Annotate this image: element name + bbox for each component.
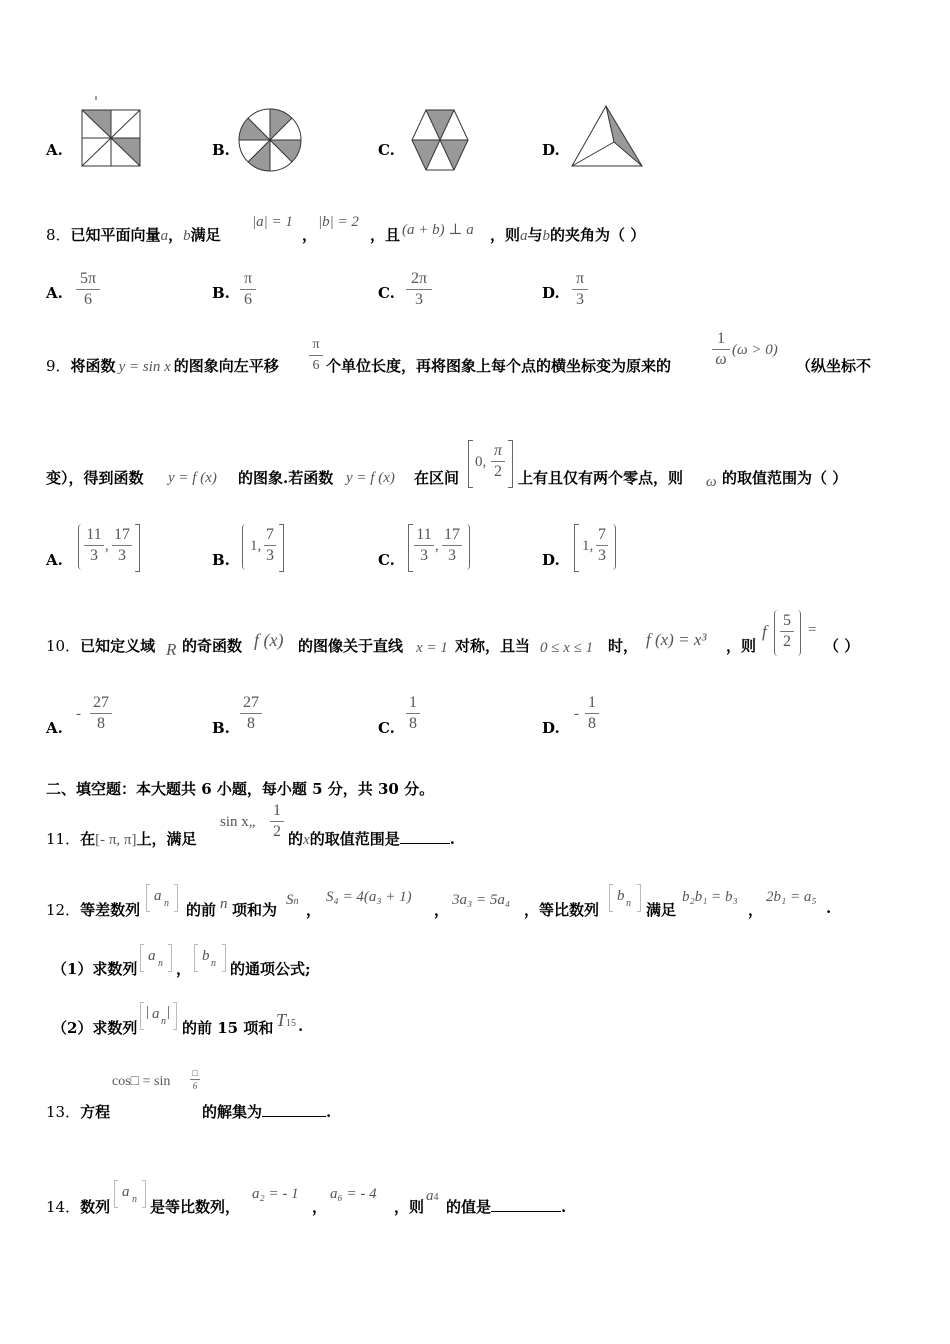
- q9-option-c-label: C.: [378, 551, 395, 569]
- q9-omega: ω: [706, 474, 717, 490]
- q10-option-d-value: 1 8: [585, 694, 599, 733]
- q12-stem-a: [46, 899, 140, 920]
- q8-option-a-label: A.: [46, 284, 63, 302]
- q12-part2-label: （2）求数列: [52, 1019, 138, 1037]
- q8-cond2: |b| = 2: [318, 214, 359, 230]
- q12-part1-bn: b n: [194, 944, 228, 974]
- q12-eq2: 3a₃ = 5a₄: [452, 892, 511, 908]
- q11-expr: sin x„: [220, 814, 256, 830]
- q8-option-b-value: π 6: [240, 270, 256, 309]
- q9-shift-frac: π 6: [309, 336, 323, 375]
- q13-text1: 方程: [80, 1103, 111, 1121]
- q8-option-c-value: 2π 3: [406, 270, 432, 309]
- q14-stem-a: [46, 1196, 110, 1217]
- q12-part1-text: 的通项公式;: [230, 960, 311, 978]
- q8-option-c-label: C.: [378, 284, 395, 302]
- q10-text5: 时，: [608, 637, 639, 655]
- q12-text4: ，等比数列: [524, 901, 600, 919]
- q12-part2-abs-an: | a n |: [140, 1002, 180, 1032]
- q9-text1: 将函数: [70, 357, 116, 375]
- q8-text2: 满足: [190, 226, 221, 244]
- q11-text4: 的取值范围是: [309, 830, 400, 848]
- q13-end: .: [326, 1103, 332, 1121]
- q8-cond3: (a + b) ⊥ a: [402, 222, 474, 238]
- q7-option-c-label: C.: [378, 141, 395, 159]
- q7-figure-d: [568, 102, 648, 172]
- q9-stem-line1a: [46, 355, 279, 376]
- q12-seq-bn: b n: [609, 884, 643, 914]
- q11-number: 11．: [46, 830, 81, 848]
- q9-option-d-label: D.: [542, 551, 560, 569]
- q14-answer-blank[interactable]: [491, 1210, 561, 1212]
- q12-part1-an: a n: [140, 944, 174, 974]
- q14-text1: 数列: [80, 1198, 111, 1216]
- q12-eq4: 2b₁ = a₅: [766, 889, 817, 905]
- q9-func3: y = f (x): [346, 470, 395, 486]
- q13-stem-a: [46, 1101, 110, 1122]
- q9-interval-right-bracket: [508, 440, 513, 488]
- q14-text4: 的值是: [446, 1198, 492, 1216]
- q9-interval-left: 0,: [475, 454, 487, 470]
- q12-part1-label: （1）求数列: [52, 960, 138, 978]
- q9-text7: 在区间: [414, 469, 460, 487]
- q8-vector-a: a: [160, 228, 169, 244]
- q10-text4: 对称，且当: [455, 637, 531, 655]
- q10-line: x = 1: [416, 640, 448, 656]
- q10-option-c-label: C.: [378, 719, 395, 737]
- q10-arg-right-paren: [796, 610, 801, 656]
- q10-option-d-sign: -: [574, 706, 579, 722]
- q9-text6: 的图象.若函数: [238, 469, 334, 487]
- q8-stem: [46, 224, 221, 245]
- q9-text4: （纵坐标不: [796, 357, 872, 375]
- q8-option-d-label: D.: [542, 284, 560, 302]
- q7-option-b-label: B.: [212, 141, 230, 159]
- q12-comma1: ，: [306, 901, 322, 919]
- q10-stem-a: [46, 635, 155, 656]
- q8-text3: ，且: [370, 226, 401, 244]
- q12-text3: 项和为: [232, 901, 278, 919]
- q8-text1: 已知平面向量: [70, 226, 161, 244]
- q14-end: .: [561, 1198, 567, 1216]
- q11-text3: 的: [288, 830, 304, 848]
- q10-option-a-label: A.: [46, 719, 63, 737]
- q12-seq-an: a n: [146, 884, 180, 914]
- q10-number: 10．: [46, 637, 81, 655]
- q14-seq-an: a n: [114, 1180, 148, 1210]
- q12-end: .: [826, 899, 832, 917]
- q13-number: 13．: [46, 1103, 81, 1121]
- q9-text5: 变），得到函数: [46, 469, 144, 487]
- q8-comma: ，: [168, 226, 184, 244]
- q10-option-c-value: 1 8: [406, 694, 420, 733]
- q9-func: y = sin x: [118, 359, 171, 375]
- q9-scale-frac: 1 ω: [712, 330, 730, 369]
- q9-option-d-value: 1, 7 3: [574, 524, 618, 572]
- q9-option-c-value: 11 3 , 17 3: [408, 524, 474, 572]
- q14-comma: ，: [312, 1198, 328, 1216]
- q10-arg-frac: 5 2: [780, 612, 794, 651]
- q9-text9: 的取值范围为（ ）: [722, 469, 848, 487]
- q10-text6: ，则: [726, 637, 757, 655]
- q8-vector-a2: a: [520, 228, 528, 244]
- q11-end: .: [449, 830, 455, 848]
- q12-text5: 满足: [646, 901, 677, 919]
- q14-text2: 是等比数列，: [150, 1198, 241, 1216]
- q13-eq-left: cos□ = sin: [112, 1074, 171, 1089]
- q9-option-a-label: A.: [46, 551, 63, 569]
- q12-text1: 等差数列: [80, 901, 141, 919]
- q7-figure-a: [78, 96, 144, 172]
- q10-text3: 的图像关于直线: [298, 637, 404, 655]
- q12-part2-end: .: [298, 1017, 304, 1035]
- q12-number: 12．: [46, 901, 81, 919]
- q10-option-a-value: 27 8: [90, 694, 112, 733]
- q8-text4: ，则: [490, 226, 521, 244]
- q12-T15: T15: [276, 1010, 297, 1030]
- q12-comma3: ，: [748, 901, 764, 919]
- q13-eq-frac: □ 6: [190, 1068, 200, 1091]
- q11-interval: [- π, π]: [95, 832, 137, 848]
- q12-eq3: b₂b₁ = b₃: [682, 889, 738, 905]
- q9-interval-left-bracket: [468, 440, 473, 488]
- q11-text1: 在: [80, 830, 96, 848]
- q8-option-a-value: 5π 6: [76, 270, 100, 309]
- q10-text1: 已知定义域: [80, 637, 156, 655]
- q9-text2: 的图象向左平移: [173, 357, 279, 375]
- q14-stem-b: [446, 1196, 566, 1217]
- q14-a4: a4: [426, 1188, 439, 1204]
- q12-text2: 的前: [186, 901, 217, 919]
- q9-func2: y = f (x): [168, 470, 217, 486]
- q11-stem-b: [288, 828, 455, 849]
- q10-option-a-sign: -: [76, 706, 81, 722]
- q8-vector-b: b: [183, 228, 191, 244]
- q10-R: R: [166, 640, 177, 659]
- q8-text6: 的夹角为（ ）: [550, 226, 646, 244]
- q9-number: 9．: [46, 357, 71, 375]
- q13-text2: 的解集为: [202, 1103, 263, 1121]
- q9-option-a-value: 11 3 , 17 3: [78, 524, 142, 572]
- q12-comma2: ，: [434, 901, 450, 919]
- q12-part2-text: 的前 15 项和: [182, 1019, 274, 1037]
- q10-fx: f (x): [254, 630, 284, 650]
- q12-nvar: n: [220, 896, 228, 912]
- q10-option-d-label: D.: [542, 719, 560, 737]
- q9-interval-frac: π 2: [491, 442, 505, 481]
- q10-text7: （ ）: [824, 637, 860, 655]
- q12-part1-comma: ，: [176, 960, 192, 978]
- q8-stem-end: [490, 224, 645, 245]
- q9-option-b-label: B.: [212, 551, 230, 569]
- q14-number: 14．: [46, 1198, 81, 1216]
- q7-figure-c: [408, 106, 472, 174]
- q8-cond1: |a| = 1: [252, 214, 293, 230]
- q14-eq2: a₆ = - 4: [330, 1186, 377, 1202]
- q11-frac: 1 2: [270, 802, 284, 841]
- q8-number: 8．: [46, 226, 71, 244]
- q10-arg-left-paren: [774, 610, 779, 656]
- q8-text5: 与: [527, 226, 543, 244]
- q11-stem-a: [46, 828, 197, 849]
- q10-text2: 的奇函数: [182, 637, 243, 655]
- q11-answer-blank[interactable]: [400, 842, 450, 844]
- q14-eq1: a₂ = - 1: [252, 1186, 299, 1202]
- q7-option-d-label: D.: [542, 141, 560, 159]
- q13-answer-blank[interactable]: [262, 1115, 326, 1117]
- q9-option-b-value: 1, 7 3: [242, 524, 286, 572]
- q8-option-d-value: π 3: [572, 270, 588, 309]
- q7-option-a-label: A.: [46, 141, 63, 159]
- section2-title: 二、填空题：本大题共 6 小题，每小题 5 分，共 30 分。: [46, 780, 435, 798]
- q10-eq: =: [808, 622, 817, 638]
- q11-text2: 上，满足: [136, 830, 197, 848]
- q12-eq1: S₄ = 4(a₃ + 1): [326, 889, 412, 905]
- q9-cond: (ω > 0): [732, 342, 778, 358]
- q10-range: 0 ≤ x ≤ 1: [540, 640, 594, 656]
- q13-stem-b: [202, 1101, 331, 1122]
- q9-text8: 上有且仅有两个零点，则: [518, 469, 684, 487]
- q8-option-b-label: B.: [212, 284, 230, 302]
- q8-vector-b2: b: [542, 228, 551, 244]
- q12-Sn: Sn: [286, 892, 299, 908]
- q11-x: x: [303, 832, 310, 848]
- q9-text3: 个单位长度，再将图象上每个点的横坐标变为原来的: [326, 357, 672, 375]
- q8-comma2: ，: [302, 226, 318, 244]
- q10-def: f (x) = x³: [646, 630, 707, 649]
- q7-figure-b: [236, 106, 304, 174]
- q10-option-b-label: B.: [212, 719, 230, 737]
- q10-f: f: [762, 622, 767, 641]
- q14-text3: ，则: [394, 1198, 425, 1216]
- q10-option-b-value: 27 8: [240, 694, 262, 733]
